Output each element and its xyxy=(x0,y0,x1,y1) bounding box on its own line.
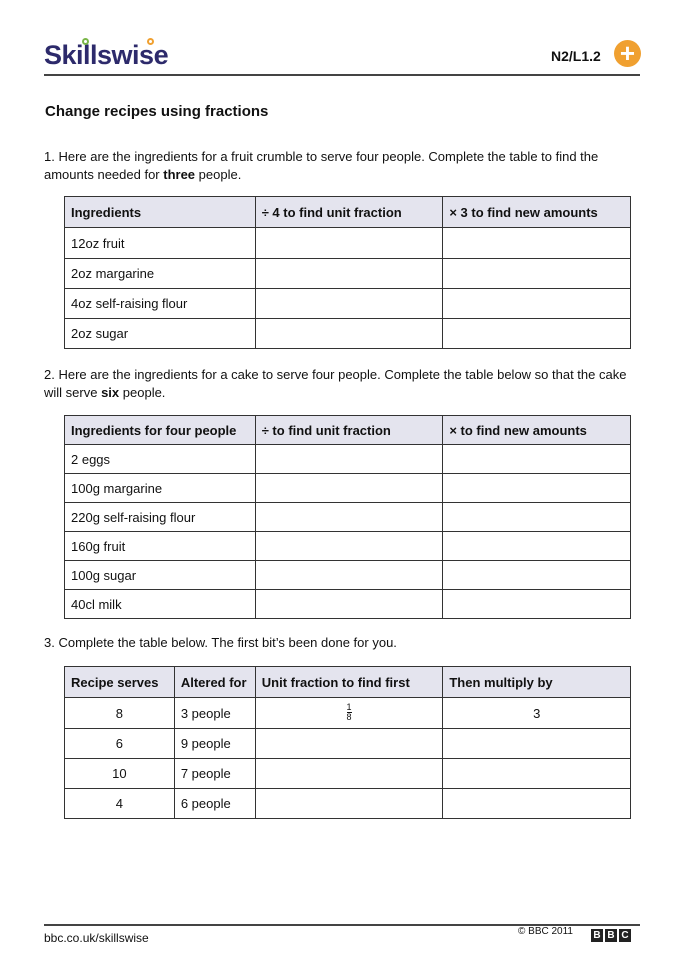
question-2: 2. Here are the ingredients for a cake to serve four people. Complete the table below so that the cake will serve six people. xyxy=(44,367,627,400)
header-cell: Recipe serves xyxy=(65,667,175,698)
header-cell: × to find new amounts xyxy=(443,416,631,445)
table-row: 2 eggs xyxy=(65,445,631,474)
table-row: 220g self-raising flour xyxy=(65,503,631,532)
table-row: 4oz self-raising flour xyxy=(65,289,631,319)
table-row: 2oz sugar xyxy=(65,319,631,349)
header-cell: × 3 to find new amounts xyxy=(443,197,631,228)
footer-url[interactable]: bbc.co.uk/skillswise xyxy=(44,931,149,945)
question-3: 3. Complete the table below. The first bit’s been done for you. xyxy=(44,635,397,650)
fraction: $\frac{1}{8}$ xyxy=(346,702,352,722)
table-row: 12oz fruit xyxy=(65,228,631,259)
table-row: 2oz margarine xyxy=(65,259,631,289)
table-row: 100g margarine xyxy=(65,474,631,503)
answer-cell[interactable] xyxy=(255,532,443,561)
copyright: © BBC 2011 xyxy=(518,926,573,937)
answer-cell[interactable] xyxy=(255,319,443,349)
table-row: 10 7 people xyxy=(65,759,631,789)
table-row: 8 3 people $\frac{1}{8}$ 3 xyxy=(65,698,631,729)
header-cell: ÷ 4 to find unit fraction xyxy=(255,197,443,228)
skillswise-logo: Skillswise xyxy=(44,40,169,70)
answer-cell[interactable] xyxy=(443,561,631,590)
plus-icon: + xyxy=(614,40,641,67)
page-title: Change recipes using fractions xyxy=(45,103,269,120)
question-1: 1. Here are the ingredients for a fruit crumble to serve four people. Complete the table to find the amounts needed for three people. xyxy=(44,149,599,182)
table-2 xyxy=(64,415,631,619)
header-cell: Ingredients xyxy=(65,197,256,228)
header-divider xyxy=(44,74,640,76)
table-row: 40cl milk xyxy=(65,590,631,619)
header-cell: Then multiply by xyxy=(443,667,631,698)
table-1 xyxy=(64,196,631,349)
answer-cell[interactable] xyxy=(443,259,631,289)
answer-cell[interactable] xyxy=(443,789,631,819)
answer-cell[interactable] xyxy=(443,289,631,319)
answer-cell[interactable] xyxy=(255,729,443,759)
table-row: 4 6 people xyxy=(65,789,631,819)
table-3 xyxy=(64,666,631,819)
answer-cell[interactable] xyxy=(443,532,631,561)
level-code: N2/L1.2 xyxy=(551,48,601,64)
answer-cell[interactable] xyxy=(255,561,443,590)
answer-cell[interactable] xyxy=(443,590,631,619)
header-cell: Altered for xyxy=(174,667,255,698)
answer-cell[interactable] xyxy=(255,259,443,289)
answer-cell[interactable] xyxy=(255,445,443,474)
answer-cell[interactable] xyxy=(255,228,443,259)
answer-cell[interactable] xyxy=(443,474,631,503)
answer-cell[interactable] xyxy=(255,289,443,319)
table-row: 6 9 people xyxy=(65,729,631,759)
bbc-logo: B B C xyxy=(591,929,631,942)
answer-cell[interactable] xyxy=(255,789,443,819)
answer-cell[interactable] xyxy=(443,759,631,789)
table-row: 160g fruit xyxy=(65,532,631,561)
header-cell: Unit fraction to find first xyxy=(255,667,443,698)
answer-cell[interactable] xyxy=(443,445,631,474)
answer-cell[interactable] xyxy=(255,474,443,503)
answer-cell[interactable] xyxy=(255,503,443,532)
answer-cell[interactable] xyxy=(255,759,443,789)
header-cell: Ingredients for four people xyxy=(65,416,256,445)
answer-cell[interactable] xyxy=(443,729,631,759)
answer-cell[interactable] xyxy=(443,228,631,259)
fraction-cell xyxy=(255,698,443,729)
table-row: 100g sugar xyxy=(65,561,631,590)
answer-cell[interactable] xyxy=(443,503,631,532)
answer-cell[interactable] xyxy=(255,590,443,619)
answer-cell[interactable] xyxy=(443,319,631,349)
header-cell: ÷ to find unit fraction xyxy=(255,416,443,445)
